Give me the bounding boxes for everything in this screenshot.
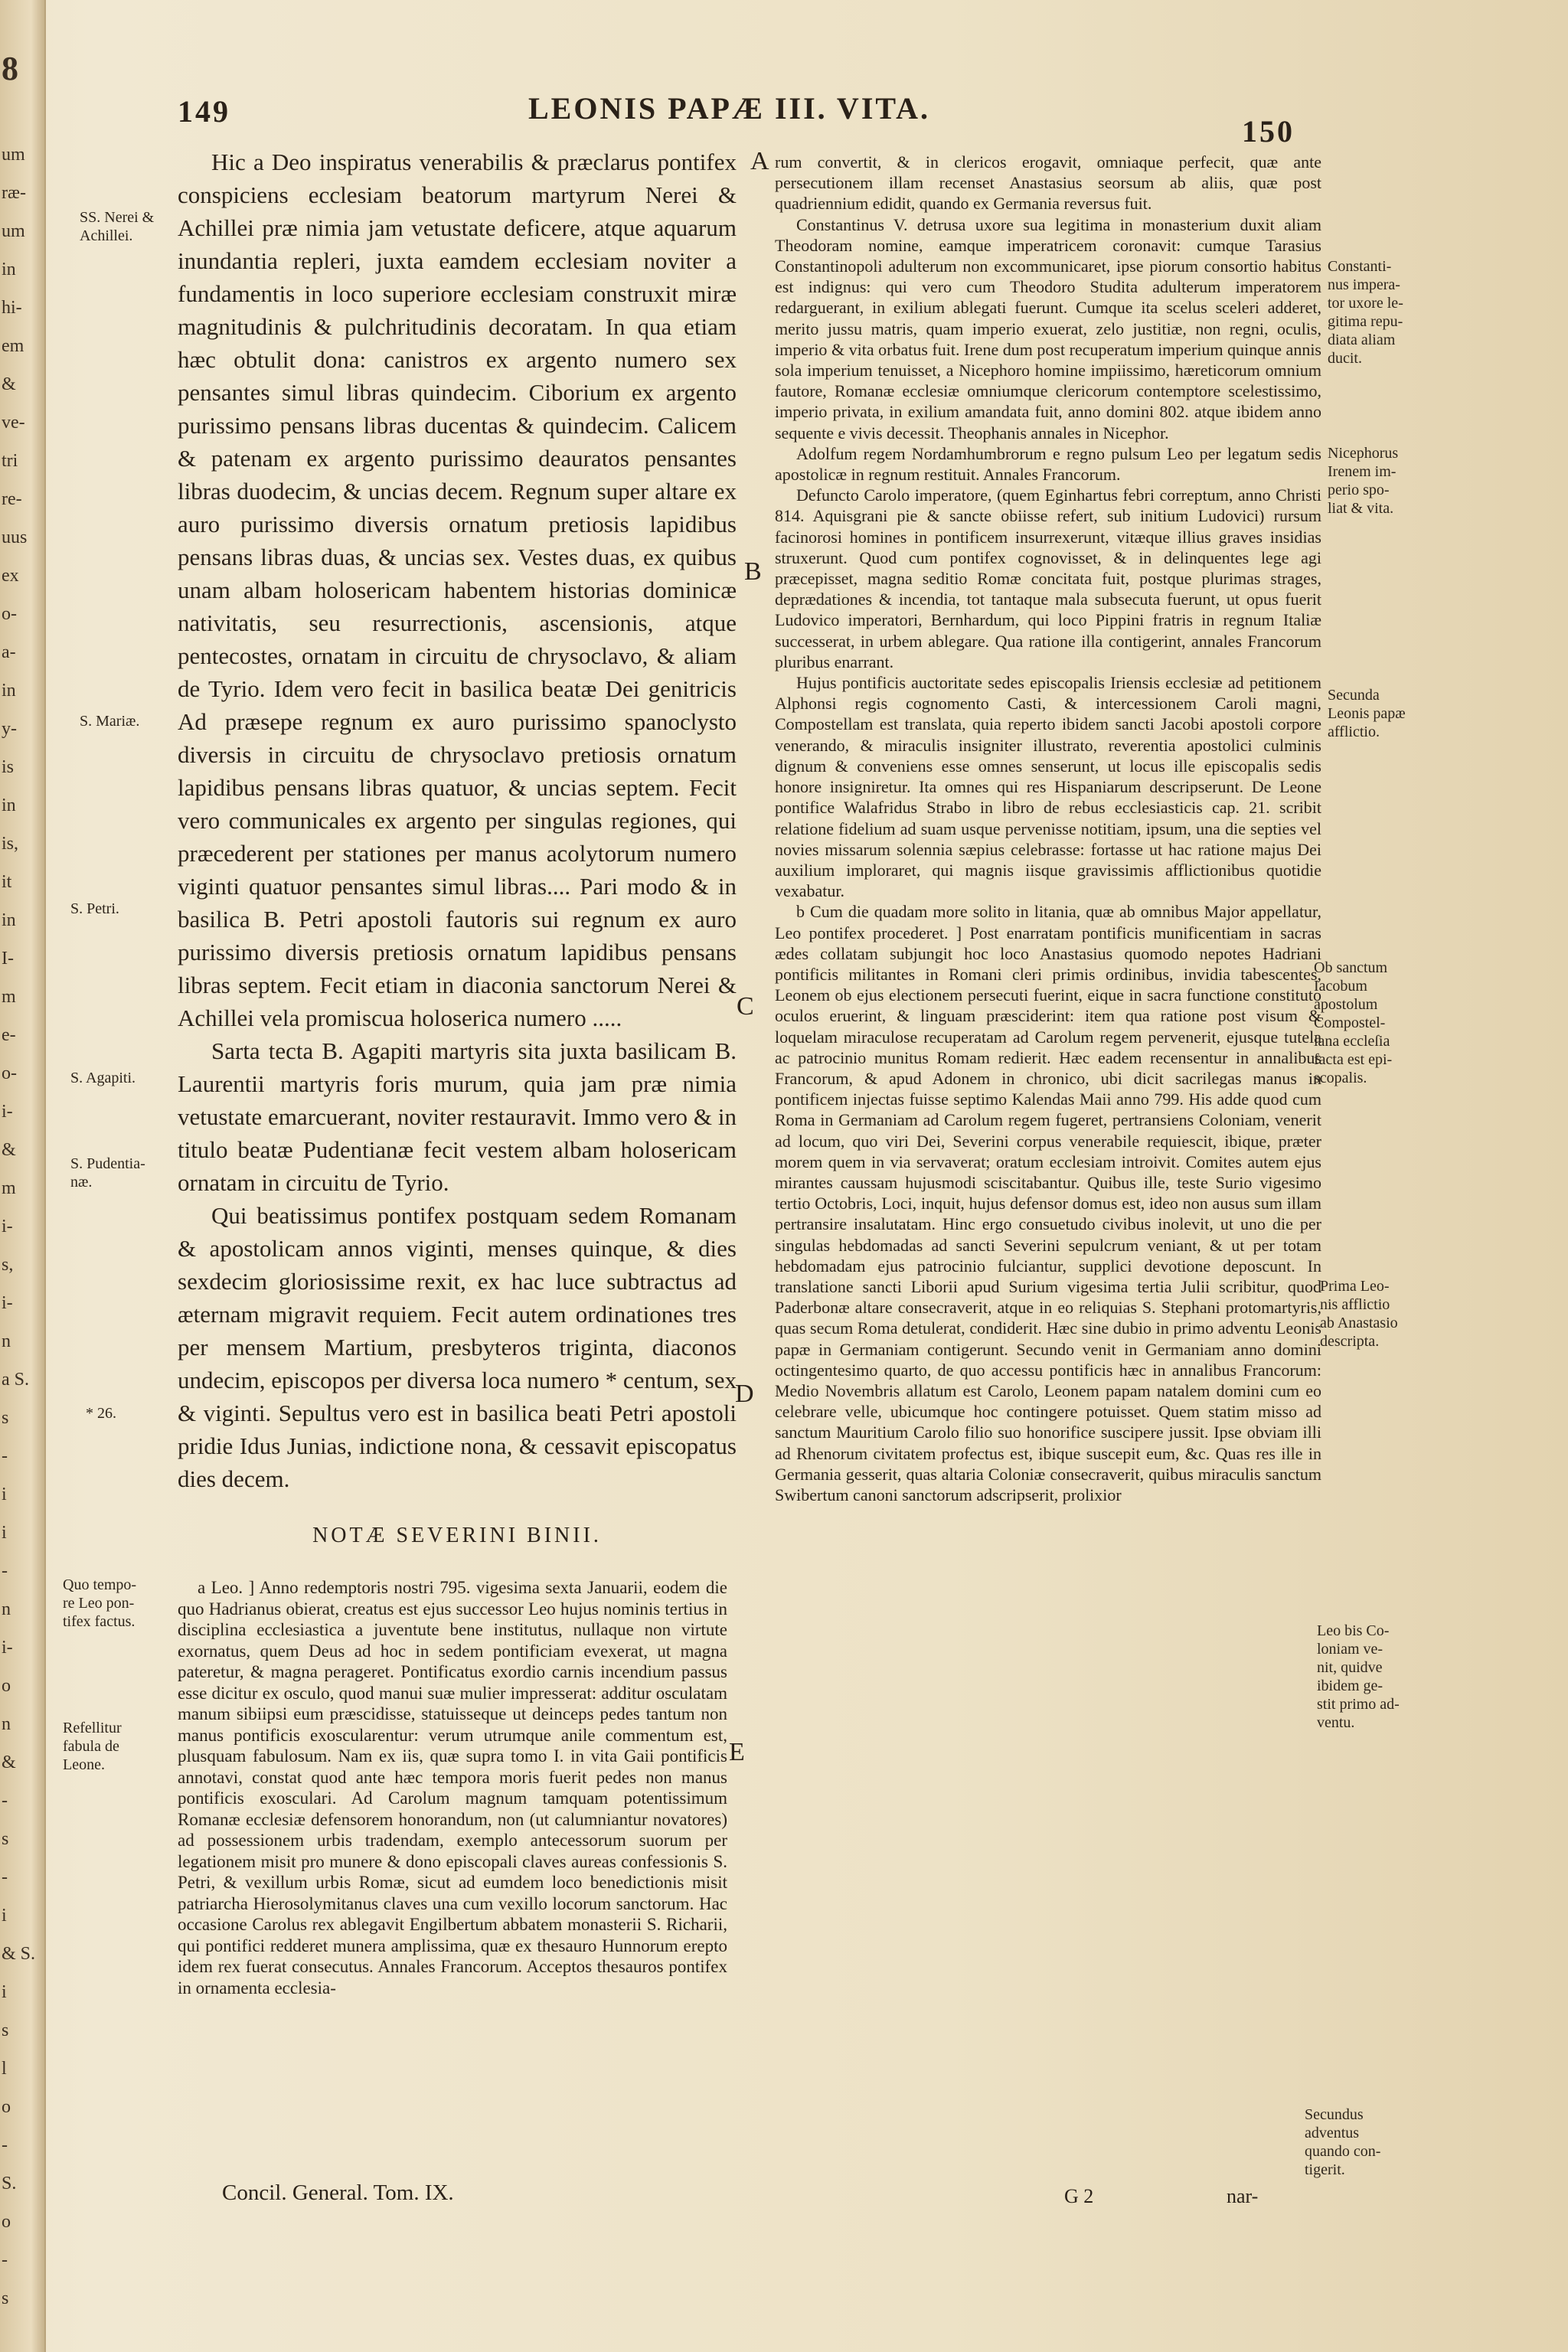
paragraph: rum convertit, & in clericos erogavit, omniaque perfecit, quæ ante persecutionem illam recenset Anastasius seorsum ab aliis, quæ post quadriennium edidit, quando ex Germania reversus fuit. (775, 152, 1321, 214)
paragraph: b Cum die quadam more solito in litania, quæ ab omnibus Major appellatur, Leo pontifex procederet. ] Post enarratam pontificis munificentiam in sacras ædes collatam subjungit hoc loco Anastasius quomodo nepotes Hadriani pontificis militantes in Romani cleri primis ordinibus, invidia tabescentes, Leonem ob ejus electionem persecuti fuerint, eique in sacra functione constituto oculos eruerint, & linguam præsciderint: item qua ratione post visum & loquelam miraculose recuperatam ad Carolum regem pervenerit, ejusque tutela ac patrocinio munitus Romam redierit. Hæc eadem recensentur in annalibus Francorum, & apud Adonem in chronico, ubi dicit sacrilegas manus in pontificem injectas fuisse septimo Kalendas Maii anno 799. His adde quod cum Roma in Germaniam ad Carolum regem fugeret, pertransiens Coloniam, venerit ad locum, quo viri Dei, Severini corpus venerabile requiescit, ibique, præter morem quem in via servaverat; oratum ecclesiam introivit. Comites autem ejus mirantes caussam hujusmodi sciscitabantur. Quibus ille, teste Surio vigesimo tertio Octobris, Loci, inquit, hujus defensor domus est, ideo non ausus sum illam pertransire insalutatam. Hinc ergo consuetudo civibus inolevit, ut uno die per singulas hebdomadas ad sancti Severini sepulcrum veniant, & ut per totam hebdomadam ejus patrocinio fulciantur, supplici devotione deposcunt. In translatione sancti Liborii apud Surium vigesima tertia Julii scribitur, quod Paderbonæ altare consecraverit, atque in eo reliquias S. Stephani protomartyris, quas secum Roma detulerat, condiderit. Hæc sine dubio in primo adventu Leonis papæ in Germaniam contigerunt. Secundo venit in Germaniam anno domini octingentesimo quarto, de quo accessu pontificis hæc in annalibus Francorum: Medio Novembris allatum est Carolo, Leonem papam natalem domini cum eo celebrare velle, ubicumque hoc contingere potuisset. Quem statim misso ad sanctum Mauritium Carolo filio suo honorifice suscipere jussit. Ipse obviam illi ad Rhenorum civitatem profectus est, ibique suscepit eum, &c. Quas res ille in Germania gesserit, quas altaria Coloniæ consecraverit, quibus miraculis sanctum Swibertum canoni sanctorum adscripserit, prolixior (775, 902, 1321, 1504)
prev-page-fragment: in (2, 910, 16, 930)
section-letter: E (729, 1738, 745, 1766)
margin-note-right-6: Leo bis Co- loniam ve- nit, quidve ibidem ge- stit primo ad- ventu. (1317, 1622, 1400, 1731)
prev-page-fragment: ve- (2, 413, 25, 433)
prev-page-fragment: a- (2, 642, 16, 662)
prev-page-fragment: i (2, 1906, 7, 1926)
margin-note-left-6: * 26. (86, 1405, 116, 1422)
notes-left-column (178, 1577, 727, 1998)
prev-page-fragment: & (2, 1140, 16, 1160)
signature-mark: G 2 (1064, 2185, 1094, 2207)
notes-heading: NOTÆ SEVERINI BINII. (312, 1524, 602, 1547)
prev-page-fragment: um (2, 221, 25, 241)
prev-page-fragment: - (2, 2135, 8, 2155)
prev-page-fragment: a S. (2, 1370, 29, 1390)
margin-note-right-3: Secunda Leonis papæ afflictio. (1328, 687, 1406, 740)
prev-page-fragment: m (2, 1178, 16, 1198)
prev-page-fragment: o (2, 1676, 11, 1696)
paragraph: Defuncto Carolo imperatore, (quem Eginhartus febri correptum, anno Christi 814. Aquisgrani pie & sancte obiisse refert, sub initium Ludovici) rursum facinorosi homines in pontificem insurrexerunt, vitæque illius graves insidias struxerunt. Quod cum pontifex cognovisset, & in delinquentes lege agi præcepisset, magna seditio Romæ concitata fuit, postque plurimas strages, deprædationes & incendia, tot tantaque mala subsecuta fuerunt, ut opus fuerit Ludovico imperatori, Bernhardum, qui loco Pippini fratris in regnum Italiæ successerat, in urbem ablegare. Qua ratione illa contigerint, annales Francorum pluribus enarrant. (775, 485, 1321, 671)
prev-page-fragment: - (2, 2250, 8, 2270)
prev-page-fragment: s (2, 1829, 9, 1849)
page-number-left: 149 (178, 94, 230, 129)
margin-note-left-8: Refellitur fabula de Leone. (63, 1720, 122, 1773)
prev-page-fragment: i (2, 1523, 7, 1543)
margin-note-right-2: Nicephorus Irenem im- perio spo- liat & vita. (1328, 445, 1399, 517)
paragraph: a Leo. ] Anno redemptoris nostri 795. vigesima sexta Januarii, eodem die quo Hadrianus obierat, creatus est ejus successor Leo hujus nominis tertius in disciplina ecclesiastica a juventute bene institutus, nullaque non virtute exornatus, quem Deus ad hoc in sedem pontificiam evexerat, ut magna pateretur, & magna perageret. Pontificatus exordio carnis incendium passus esse dicitur ex osculo, quod manui suæ mulier impresserat: additur osculatam manum sibiipsi eum præscidisse, statuisseque ut deinceps pedes tantum non manus pontificis exoscularentur: verum utrumque anile commentum est, plusquam fabulosum. Nam ex iis, quæ supra tomo I. in vita Gaii pontificis annotavi, constat quod ante hæc tempora moris fuerit pedes non manus pontificis exosculari. Ad Carolum magnum tamquam potentissimum Romanæ ecclesiæ defensorem honorandum, non (ut calumniantur novatores) ad possessionem urbis tradendam, exemplo antecessorum suorum per legationem misit pro munere & dono episcopali claves aureas confessionis S. Petri, & vexillum urbis Romæ, sicut ad eumdem loco benedictionis misit patriarcha Hierosolymitanus claves una cum vexillo locorum sanctorum. Hac occasione Carolus rex ablegavit Engilbertum abbatem monasterii S. Richarii, qui pontifici redderet munera amplissima, quæ ex thesauro Hunnorum erepto idem rex fuerat consecutus. Annales Francorum. Acceptos thesauros pontifex in ornamenta ecclesia- (178, 1578, 727, 1998)
prev-page-fragment: 8 (2, 50, 18, 87)
margin-note-left-7: Quo tempo- re Leo pon- tifex factus. (63, 1576, 137, 1630)
section-letter: A (750, 147, 769, 175)
margin-note-left-1: SS. Nerei & Achillei. (80, 209, 155, 244)
prev-page-fragment: m (2, 987, 16, 1007)
prev-page-fragment: in (2, 795, 16, 815)
prev-page-fragment: n (2, 1714, 11, 1734)
paragraph: Hujus pontificis auctoritate sedes episcopalis Iriensis ecclesiæ ad petitionem Alphonsi regis cognomento Casti, & intercessionem Caroli magni, Compostellam est translata, quia reperto ibidem sancti Jacobi apostoli corpore venerando, & miraculis insigniter illustrato, reverentia apostolici culminis dignum & conveniens esse omnes senserunt, ut locus ille episcopalis sedis honore insigniretur. Ita omnes qui res Hispaniarum descripserunt. De Leone pontifice Walafridus Strabo in libro de rebus ecclesiasticis cap. 21. scribit relatione fidelium ad suam usque pervenisse notitiam, ipsum, una die septies vel novies missarum solennia sæpius celebrasse: fortasse ut hac ratione majus Dei auxilium imploraret, qui magnis iisque gravissimis afflictionibus quotidie vexabatur. (775, 673, 1321, 901)
prev-page-fragment: & S. (2, 1944, 36, 1964)
prev-page-fragment: o (2, 2097, 11, 2117)
margin-note-left-4: S. Agapiti. (70, 1070, 136, 1086)
prev-page-fragment: - (2, 1867, 8, 1887)
section-letter: D (735, 1380, 754, 1408)
prev-page-fragment: um (2, 145, 25, 165)
prev-page-fragment: i- (2, 1638, 13, 1658)
prev-page-fragment: em (2, 336, 24, 356)
prev-page-fragment: n (2, 1331, 11, 1351)
margin-note-left-5: S. Pudentia- næ. (70, 1155, 145, 1191)
margin-note-right-4: Ob sanctum Iacobum apostolum Compostel- lana eccleſia facta est epi- scopalis. (1314, 959, 1393, 1086)
prev-page-fragment: is, (2, 834, 19, 854)
prev-page-fragment: I- (2, 949, 14, 969)
paragraph: Sarta tecta B. Agapiti martyris sita juxta basilicam B. Laurentii martyris foris murum, quia jam præ nimia vetustate emarcuerant, noviter restauravit. Immo vero & in titulo beatæ Pudentianæ fecit vestem albam holosericam ornatam in circuitu de Tyrio. (178, 1037, 737, 1196)
margin-note-right-7: Secundus adventus quando con- tigerit. (1305, 2106, 1381, 2178)
prev-page-fragment: s, (2, 1255, 14, 1275)
prev-page-fragment: l (2, 2059, 7, 2079)
prev-page-fragment: & (2, 374, 16, 394)
paragraph: Constantinus V. detrusa uxore sua legitima in monasterium duxit aliam Theodoram nomine, eamque imperatricem coronavit: cumque Tarasius Constantinopoli adulterum non excommunicaret, ipse piorum consortio habitus est indignus: qui vero cum Theodoro Studita adulterum imperatorem redarguerant, in exilium ablegati fuerunt. Cumque ita scelus sceleri adderet, merito jussu matris, quam imperio exuerat, zelo justitiæ, non regni, oculis, imperio & vita orbatus fuit. Irene dum post recuperatum imperium quinque annis sola imperium tenuisset, a Nicephoro homine impiissimo, hæreticorum omnium fautore, Romanæ ecclesiæ omniumque clericorum contemptore scelestissimo, imperio privata, in exilium amandata fuit, anno domini 802. atque ibidem anno sequente e vivis decessit. Theophanis annales in Nicephor. (775, 214, 1321, 443)
previous-page-edge (0, 0, 46, 2352)
prev-page-fragment: ræ- (2, 183, 26, 203)
margin-note-left-3: S. Petri. (70, 900, 119, 917)
prev-page-fragment: in (2, 260, 16, 279)
prev-page-fragment: - (2, 1561, 8, 1581)
catchword: nar- (1227, 2185, 1259, 2207)
page-title: LEONIS PAPÆ III. VITA. (528, 91, 930, 126)
prev-page-fragment: y- (2, 719, 17, 739)
prev-page-fragment: s (2, 1408, 9, 1428)
prev-page-fragment: - (2, 1791, 8, 1811)
prev-page-fragment: - (2, 1446, 8, 1466)
prev-page-fragment: s (2, 2288, 9, 2308)
commentary-column (775, 152, 1321, 1505)
prev-page-fragment: o- (2, 604, 17, 624)
prev-page-fragment: & (2, 1753, 16, 1772)
prev-page-fragment: i (2, 1485, 7, 1504)
prev-page-fragment: o (2, 2212, 11, 2232)
main-text-column (178, 145, 737, 1495)
margin-note-right-5: Prima Leo- nis afflictio ab Anastasio descripta. (1320, 1278, 1398, 1350)
paragraph: Hic a Deo inspiratus venerabilis & præclarus pontifex conspiciens ecclesiam beatorum martyrum Nerei & Achillei præ nimia jam vetustate deficere, atque aquarum inundantia repleri, juxta eamdem ecclesiam noviter a fundamentis in loco superiore ecclesiam construxit miræ magnitudinis & pulchritudinis decoratam. In qua etiam hæc obtulit dona: canistros ex argento numero sex pensantes simul libras quindecim. Ciborium ex argento purissimo pensans libras ducentas & quindecim. Calicem & patenam ex argento purissimo deauratos pensantes libras duodecim, & uncias decem. Regnum super altare ex auro purissimo diversis ornatum pretiosis lapidibus pensans libras duas, & uncias sex. Vestes duas, ex quibus unam albam holosericam habentem historias dominicæ nativitatis, seu resurrectionis, ascensionis, atque pentecostes, ornatam in circuitu de chrysoclavo, & aliam de Tyrio. Idem vero fecit in basilica beatæ Dei genitricis Ad præsepe regnum ex auro purissimo spanoclysto diversis in circuitu de chrysoclavo pretiosis ornatum lapidibus pensans libras quatuor, & uncias septem. Fecit vero communicales ex argento per singulas regiones, qui præcederent per stationes per manus acolytorum numero viginti quatuor pensantes simul libras.... Pari modo & in basilica B. Petri apostoli fautoris sui regnum ex auro purissimo diversis pretiosis ornatum lapidibus pensans libras septem. Fecit etiam in diaconia sanctorum Nerei & Achillei vela promiscua holoserica numero ..... (178, 149, 737, 1031)
prev-page-fragment: s (2, 2020, 9, 2040)
prev-page-fragment: in (2, 681, 16, 701)
prev-page-fragment: i- (2, 1217, 13, 1236)
prev-page-fragment: ex (2, 566, 19, 586)
prev-page-fragment: e- (2, 1025, 16, 1045)
paragraph: Adolfum regem Nordamhumbrorum e regno pulsum Leo per legatum sedis apostolicæ in regnum restituit. Annales Francorum. (775, 443, 1321, 485)
prev-page-fragment: i- (2, 1293, 13, 1313)
prev-page-fragment: S. (2, 2174, 17, 2194)
prev-page-fragment: is (2, 757, 15, 777)
prev-page-fragment: tri (2, 451, 18, 471)
prev-page-fragment: re- (2, 489, 22, 509)
margin-note-right-1: Constanti- nus impera- tor uxore le- gitima repu- diata aliam ducit. (1328, 258, 1403, 367)
prev-page-fragment: o- (2, 1063, 17, 1083)
margin-note-left-2: S. Mariæ. (80, 713, 140, 730)
section-letter: B (744, 557, 762, 586)
prev-page-fragment: n (2, 1599, 11, 1619)
paragraph: Qui beatissimus pontifex postquam sedem Romanam & apostolicam annos viginti, menses quinque, & dies sexdecim gloriosissime rexit, ex hac luce subtractus ad æternam migravit requiem. Fecit autem ordinationes tres per mensem Martium, presbyteros triginta, diaconos undecim, episcopos per diversa loca numero * centum, sex & viginti. Sepultus vero est in basilica beati Petri apostoli pridie Idus Junias, indictione nona, & cessavit episcopatus dies decem. (178, 1202, 737, 1492)
prev-page-fragment: hi- (2, 298, 22, 318)
prev-page-fragment: i- (2, 1102, 13, 1122)
prev-page-fragment: it (2, 872, 12, 892)
section-letter: C (737, 992, 754, 1021)
prev-page-fragment: i (2, 1982, 7, 2002)
footer-volume: Concil. General. Tom. IX. (222, 2180, 454, 2205)
prev-page-fragment: uus (2, 528, 28, 547)
page-number-right: 150 (1242, 114, 1295, 149)
